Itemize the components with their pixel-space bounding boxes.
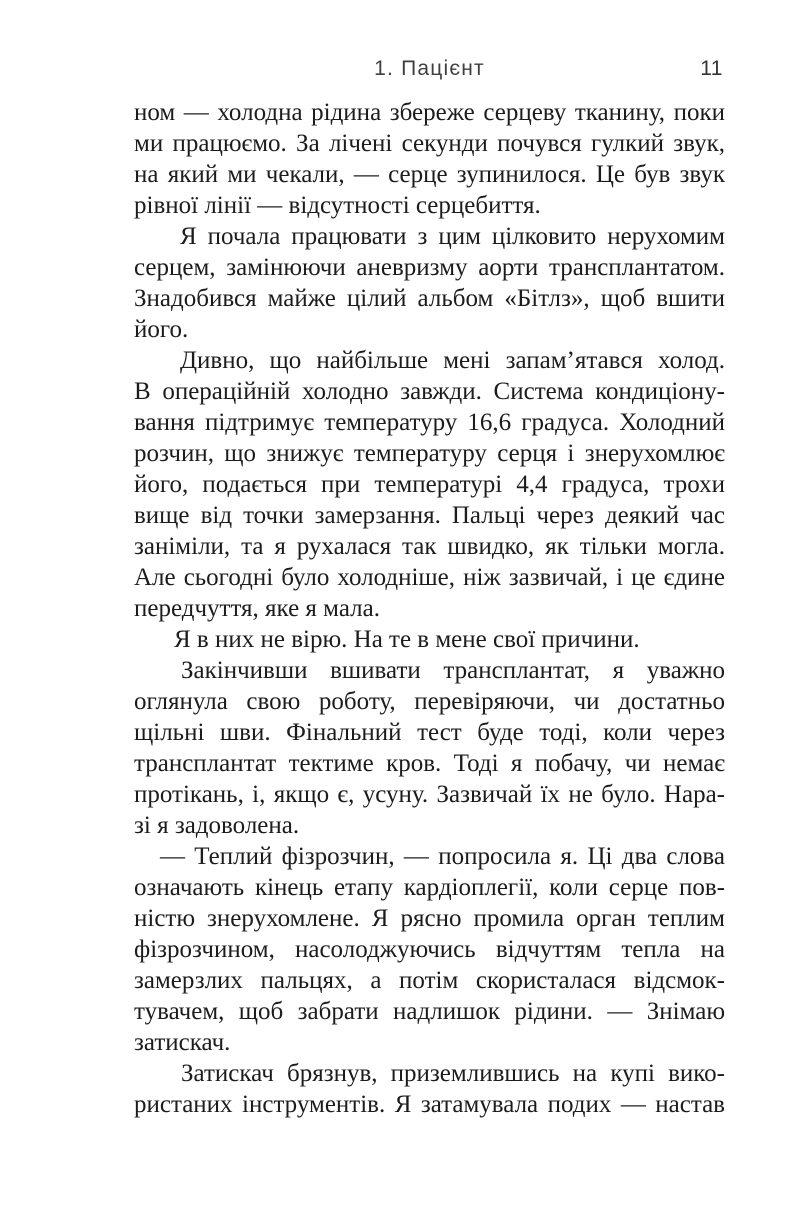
- text-line: протікань, і, якщо є, усуну. Зазвичай їх не було. Нара-: [134, 781, 725, 808]
- text-line: Але сьогодні було холодніше, ніж зазвичай, і це єдине: [134, 564, 725, 591]
- text-line: ми працюємо. За лічені секунди почувся гулкий звук,: [134, 130, 725, 157]
- text-line: серцем, замінюючи аневризму аорти трансплантатом.: [134, 254, 725, 281]
- text-line: Знадобився майже цілий альбом «Бітлз», щоб вшити: [134, 285, 725, 312]
- paragraph: [134, 1058, 725, 1120]
- paragraph: [134, 97, 725, 221]
- text-line: щільні шви. Фінальний тест буде тоді, коли через: [134, 719, 725, 746]
- text-line: трансплантат тектиме кров. Тоді я побачу, чи немає: [134, 750, 725, 777]
- text-line: ном — холодна рідина збереже серцеву тканину, поки: [134, 99, 725, 126]
- text-line: Дивно, що найбільше мені запам’ятався холод.: [180, 347, 725, 374]
- body-text: [134, 97, 725, 1120]
- paragraph: [134, 624, 725, 655]
- text-line: його.: [134, 316, 189, 343]
- text-line: вання підтримує температуру 16,6 градуса. Холодний: [134, 409, 725, 436]
- text-line: Закінчивши вшивати трансплантат, я уважно: [181, 657, 725, 684]
- text-line: фізрозчином, насолоджуючись відчуттям тепла на: [134, 936, 725, 963]
- text-line: його, подається при температурі 4,4 градуса, трохи: [134, 471, 725, 498]
- text-line: рівної лінії — відсутності серцебиття.: [134, 192, 541, 219]
- paragraph: [134, 841, 725, 1058]
- text-line: Затискач брязнув, приземлившись на купі вико-: [181, 1060, 725, 1087]
- text-line: означають кінець етапу кардіоплегії, коли серце пов-: [134, 874, 725, 901]
- text-line: тувачем, щоб забрати надлишок рідини. — Знімаю: [134, 998, 725, 1025]
- text-line: передчуття, яке я мала.: [134, 595, 380, 622]
- text-line: ристаних інструментів. Я затамувала подих — настав: [134, 1091, 725, 1118]
- paragraph: [134, 221, 725, 345]
- paragraph: [134, 655, 725, 841]
- text-line: зі я задоволена.: [134, 812, 300, 839]
- text-line: затискач.: [134, 1029, 231, 1056]
- text-line: — Теплий фізрозчин, — попросила я. Ці два слова: [160, 843, 725, 870]
- paragraph: [134, 345, 725, 624]
- text-line: заніміли, та я рухалася так швидко, як тільки могла.: [134, 533, 725, 560]
- running-header: [134, 57, 725, 83]
- text-line: на який ми чекали, — серце зупинилося. Це був звук: [134, 161, 725, 188]
- text-line: Я почала працювати з цим цілковито нерухомим: [180, 223, 725, 250]
- page-number: 11: [700, 57, 723, 80]
- text-line: В операційній холодно завжди. Система кондиціону-: [134, 378, 725, 405]
- text-line: розчин, що знижує температуру серця і знерухомлює: [134, 440, 725, 467]
- chapter-title: 1. Пацієнт: [374, 57, 485, 80]
- text-line: оглянула свою роботу, перевіряючи, чи достатньо: [134, 688, 725, 715]
- text-line: ністю знерухомлене. Я рясно промила орган теплим: [134, 905, 725, 932]
- text-line: Я в них не вірю. На те в мене свої причини.: [174, 626, 640, 653]
- text-line: замерзлих пальцях, а потім скористалася відсмок-: [134, 967, 725, 994]
- text-line: вище від точки замерзання. Пальці через деякий час: [134, 502, 725, 529]
